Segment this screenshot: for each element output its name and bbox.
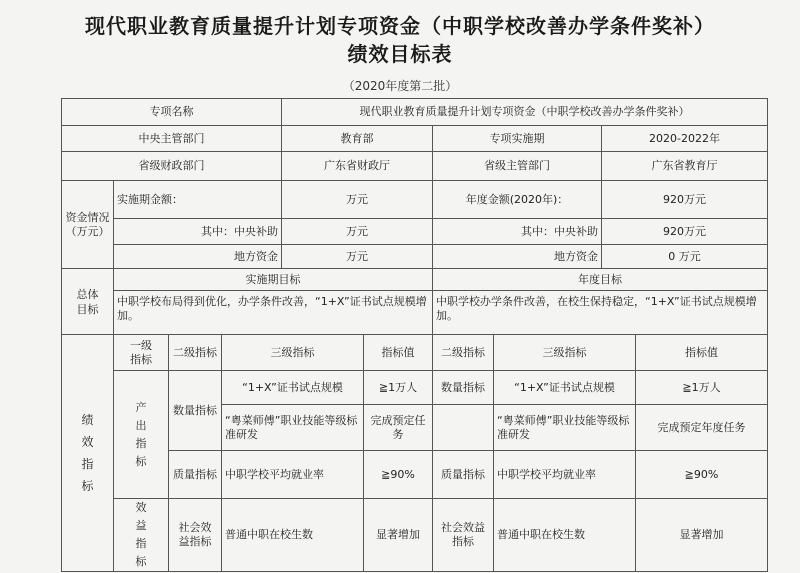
- header-value: 指标值: [363, 334, 433, 371]
- row2-level2-b-empty: [432, 404, 494, 451]
- central-dept-label: 中央主管部门: [61, 125, 282, 152]
- output-indicator-label: 产出指标: [113, 370, 169, 499]
- row2-level3-b: “粤菜师傅”职业技能等级标准研发: [493, 404, 636, 451]
- row2-value-b: 完成预定年度任务: [635, 404, 768, 451]
- document-subtitle: 绩效目标表: [347, 42, 453, 66]
- year-goal-header: 年度目标: [432, 268, 768, 291]
- project-name-label: 专项名称: [61, 98, 282, 126]
- batch-label: （2020年度第二批）: [342, 79, 458, 93]
- central-subsidy-label: 其中：中央补助: [113, 218, 282, 245]
- row1-level3: “1+X”证书试点规模: [221, 370, 364, 405]
- prov-finance-value: 广东省财政厅: [281, 151, 433, 181]
- local-funds-impl: 万元: [281, 244, 433, 269]
- quantity-indicator-label: 数量指标: [168, 370, 222, 451]
- quality-indicator-label: 质量指标: [168, 450, 222, 499]
- row2-value: 完成预定任务: [363, 404, 433, 451]
- central-subsidy-year: 920万元: [601, 218, 768, 245]
- prov-dept-label: 省级主管部门: [432, 151, 602, 181]
- document-title: 现代职业教育质量提升计划专项资金（中职学校改善办学条件奖补）: [85, 14, 715, 38]
- row1-value-b: ≧1万人: [635, 370, 768, 405]
- row3-level3: 中职学校平均就业率: [221, 450, 364, 499]
- row3-value: ≧90%: [363, 450, 433, 499]
- header-level3: 三级指标: [221, 334, 364, 371]
- local-funds-year: 0 万元: [601, 244, 768, 269]
- benefit-row-level3-b: 普通中职在校生数: [493, 498, 636, 572]
- row3-value-b: ≧90%: [635, 450, 768, 499]
- benefit-indicator-label: 效益指标: [113, 498, 169, 572]
- benefit-row-value-b: 显著增加: [635, 498, 768, 572]
- impl-amount-label: 实施期金额：: [113, 180, 282, 219]
- row1-level3-b: “1+X”证书试点规模: [493, 370, 636, 405]
- year-goal-text: 中职学校办学条件改善，在校生保持稳定，“1+X”证书试点规模增加。: [432, 290, 768, 335]
- social-benefit-label-b: 社会效益指标: [432, 498, 494, 572]
- social-benefit-label: 社会效益指标: [168, 498, 222, 572]
- prov-finance-label: 省级财政部门: [61, 151, 282, 181]
- year-amount-label: 年度金额(2020年)：: [432, 180, 602, 219]
- year-amount-value: 920万元: [601, 180, 768, 219]
- impl-amount-value: 万元: [281, 180, 433, 219]
- header-value-b: 指标值: [635, 334, 768, 371]
- benefit-row-value: 显著增加: [363, 498, 433, 572]
- prov-dept-value: 广东省教育厅: [601, 151, 768, 181]
- row1-value: ≧1万人: [363, 370, 433, 405]
- central-dept-value: 教育部: [281, 125, 433, 152]
- impl-goal-text: 中职学校布局得到优化，办学条件改善，“1+X”证书试点规模增加。: [113, 290, 433, 335]
- header-level2: 二级指标: [168, 334, 222, 371]
- central-subsidy-impl: 万元: [281, 218, 433, 245]
- row3-level3-b: 中职学校平均就业率: [493, 450, 636, 499]
- header-level1: 一级指标: [113, 334, 169, 371]
- benefit-row-level3: 普通中职在校生数: [221, 498, 364, 572]
- row2-level3: “粤菜师傅”职业技能等级标准研发: [221, 404, 364, 451]
- local-funds-year-label: 地方资金: [432, 244, 602, 269]
- funds-section-label: 资金情况（万元）: [61, 180, 114, 269]
- goals-section-label: 总体目标: [61, 268, 114, 335]
- indicators-section-label: 绩效指标: [61, 334, 114, 572]
- quantity-indicator-label-b: 数量指标: [432, 370, 494, 405]
- central-subsidy-year-label: 其中：中央补助: [432, 218, 602, 245]
- period-value: 2020-2022年: [601, 125, 768, 152]
- impl-goal-header: 实施期目标: [113, 268, 433, 291]
- header-level2-b: 二级指标: [432, 334, 494, 371]
- period-label: 专项实施期: [432, 125, 602, 152]
- header-level3-b: 三级指标: [493, 334, 636, 371]
- project-name-value: 现代职业教育质量提升计划专项资金（中职学校改善办学条件奖补）: [281, 98, 768, 126]
- quality-indicator-label-b: 质量指标: [432, 450, 494, 499]
- local-funds-label: 地方资金: [113, 244, 282, 269]
